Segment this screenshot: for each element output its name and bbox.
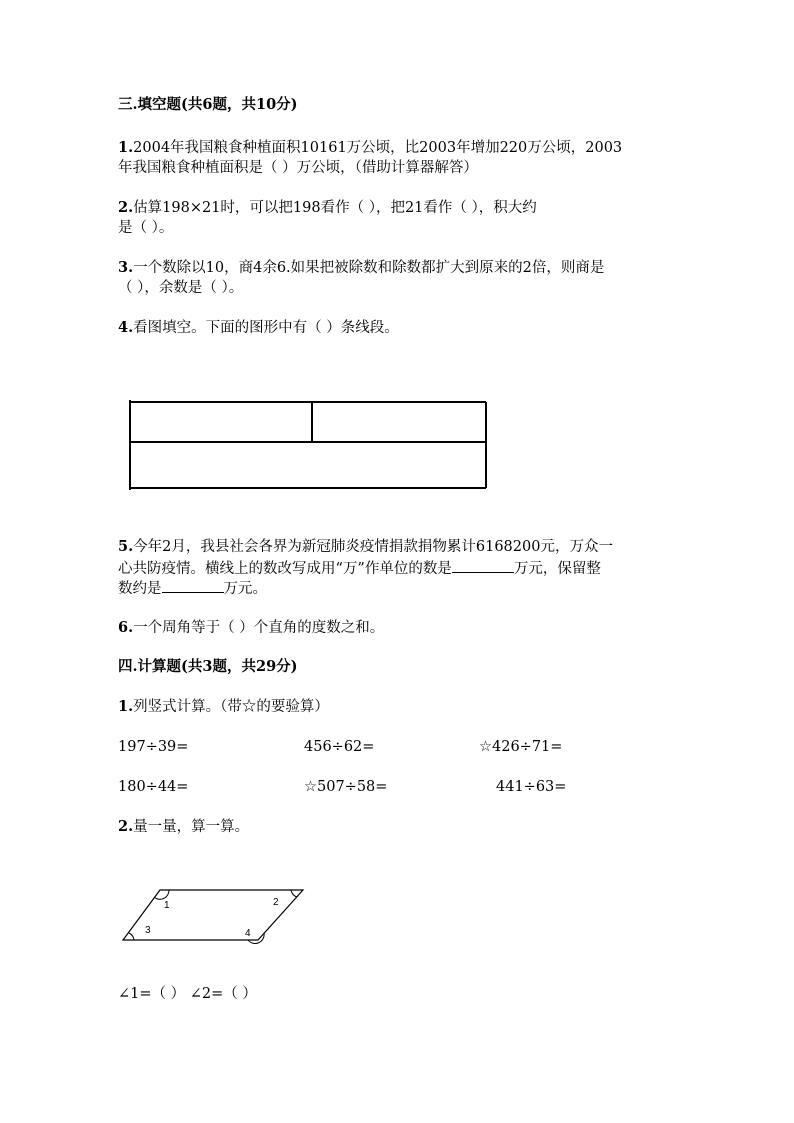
question-number: 5. (118, 538, 134, 555)
question-1-line-2: 年我国粮食种植面积是（ ）万公顷，（借助计算器解答） (118, 160, 478, 176)
section-4-heading: 四.计算题(共3题，共29分) (118, 658, 298, 675)
angle-label-3: 3 (145, 925, 151, 936)
question-text: 一个数除以10，商4余6.如果把被除数和除数都扩大到原来的2倍，则商是 (133, 260, 605, 276)
question-2-line-1 (118, 198, 537, 218)
question-text: 万元。 (223, 581, 267, 597)
answer-blank-1[interactable] (452, 557, 514, 573)
question-text: 数约是 (118, 581, 162, 597)
question-number: 4. (118, 319, 134, 336)
question-5-line-2 (118, 557, 601, 579)
question-4-line-1 (118, 318, 399, 338)
angle-label-1: 1 (164, 900, 170, 911)
question-number: 1. (118, 139, 134, 156)
parallelogram-figure (115, 880, 315, 948)
question-number: 3. (118, 259, 134, 276)
calc-question-2-title (118, 817, 249, 837)
question-text: 看图填空。下面的图形中有（ ）条线段。 (133, 320, 399, 336)
question-text: 量一量，算一算。 (133, 819, 250, 835)
question-text: 估算198×21时，可以把198看作（ ），把21看作（ ），积大约 (133, 200, 537, 216)
angle-label-4: 4 (245, 928, 251, 939)
question-text: 今年2月，我县社会各界为新冠肺炎疫情捐款捐物累计6168200元，万众一 (133, 539, 613, 555)
question-number: 6. (118, 619, 134, 636)
question-text: 心共防疫情。横线上的数改写成用“万”作单位的数是 (118, 561, 452, 577)
question-5-line-1 (118, 537, 613, 557)
answer-blank-2[interactable] (162, 577, 224, 593)
question-text: 列竖式计算。（带☆的要验算） (133, 699, 329, 715)
question-6-line-1 (118, 618, 384, 638)
question-2-line-2: 是（ ）。 (118, 220, 174, 236)
question-1-line-1 (118, 138, 622, 158)
question-number: 1. (118, 698, 134, 715)
calc-item: 197÷39= (118, 739, 189, 755)
calc-item: 180÷44= (118, 779, 189, 795)
question-text: 万元，保留整 (513, 561, 601, 577)
angle-label-2: 2 (273, 897, 279, 908)
calc-item: 441÷63= (496, 779, 567, 795)
calc-item: ☆426÷71= (479, 739, 563, 755)
calc-question-1-title (118, 697, 329, 717)
calc-item: ☆507÷58= (304, 779, 388, 795)
line-segment-figure (125, 398, 495, 494)
question-number: 2. (118, 199, 134, 216)
question-text: 2004年我国粮食种植面积10161万公顷，比2003年增加220万公顷，2003 (133, 140, 623, 156)
question-text: 一个周角等于（ ）个直角的度数之和。 (133, 620, 385, 636)
question-5-line-3 (118, 577, 267, 599)
question-number: 2. (118, 818, 134, 835)
angle-answer-line: ∠1=（ ） ∠2=（ ） (118, 986, 257, 1002)
question-3-line-2: （ ），余数是（ ）。 (118, 280, 244, 296)
calc-item: 456÷62= (304, 739, 375, 755)
question-3-line-1 (118, 258, 604, 278)
section-3-heading: 三.填空题(共6题，共10分) (118, 96, 298, 113)
